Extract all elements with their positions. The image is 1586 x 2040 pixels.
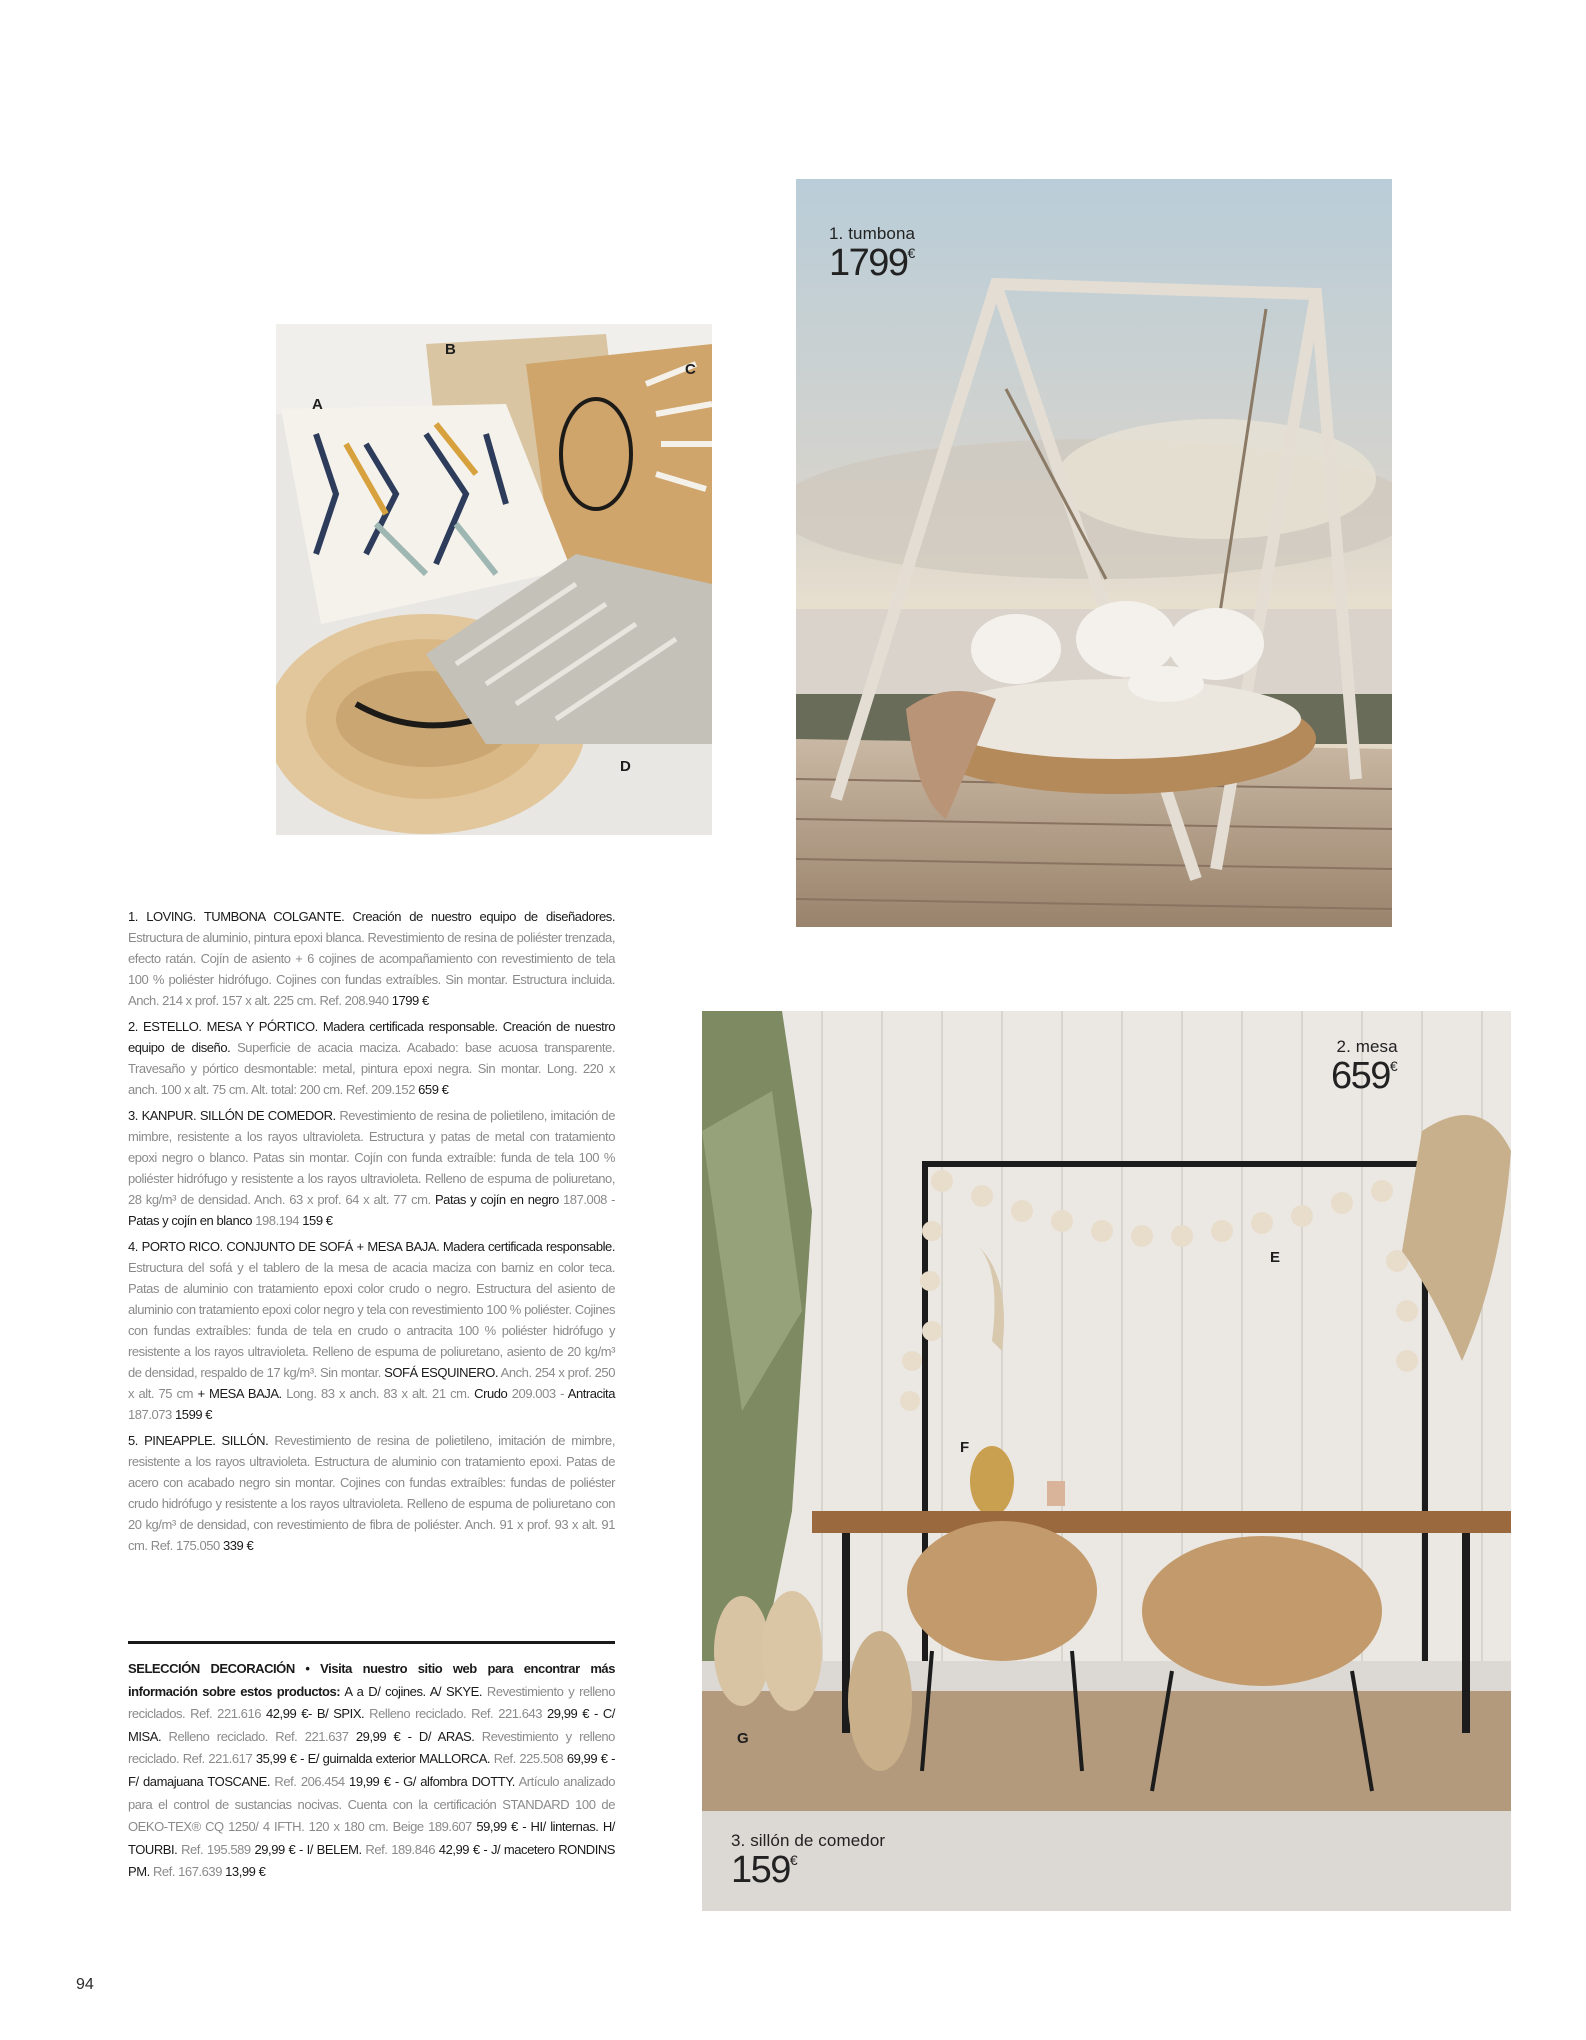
product-1-price: 1799 € [391,993,429,1008]
product-4-crudo-label: Crudo [474,1386,508,1401]
product-2 [128,1016,615,1100]
deco-i-desc: Ref. 189.846 [365,1841,436,1857]
tumbona-price: 1799 [829,242,908,284]
section-divider [128,1641,615,1644]
product-3 [128,1105,615,1231]
deco-i-price: 42,99 € - J/ macetero RONDINS PM. [128,1841,616,1880]
product-4-price: 1599 € [175,1407,213,1422]
product-1-title: 1. LOVING. TUMBONA COLGANTE. Creación de nuestro equipo de diseñadores. [128,909,615,924]
product-4-sofa-desc: Anch. 254 x prof. 250 x alt. 75 cm [128,1365,615,1401]
letter-g: G [737,1730,749,1747]
deco-b-desc: Relleno reciclado. Ref. 221.643 [369,1706,543,1722]
deco-d-desc: Revestimiento y relleno reciclado. Ref. 221.617 [128,1728,615,1767]
product-2-price: 659 € [418,1082,449,1097]
deco-d-price: 35,99 € - E/ guirnalda exterior MALLORCA. [255,1751,491,1767]
product-3-variant-2: Patas y cojín en blanco [128,1213,253,1228]
cushions-photo [276,324,712,835]
product-5-title: 5. PINEAPPLE. SILLÓN. [128,1433,269,1448]
mesa-price-tag [1331,1038,1398,1095]
deco-g-desc: Artículo analizado para el control de sustancias nocivas. Cuenta con la certificación STANDARD 100 de OEKO-TEX® CQ 1250/ 4 IFTH. 120 x 180 cm. Beige 189.607 [128,1773,616,1835]
letter-e: E [1270,1249,1281,1266]
deco-a-desc: Revestimiento y relleno reciclados. Ref. 221.616 [128,1683,615,1722]
product-5-price: 339 € [222,1538,254,1553]
product-4-title: 4. PORTO RICO. CONJUNTO DE SOFÁ + MESA BAJA. Madera certificada responsable. [128,1239,615,1254]
deco-g-price: 59,99 € - HI/ linternas. H/ TOURBI. [128,1819,615,1857]
product-4 [128,1236,615,1425]
sillon-label: 3. sillón de comedor [731,1831,886,1850]
deco-c-price: 29,99 € - D/ ARAS. [355,1728,475,1744]
deco-j-desc: Ref. 167.639 [152,1864,222,1880]
deco-h-price: 29,99 € - I/ BELEM. [254,1841,362,1857]
deco-c-desc: Relleno reciclado. Ref. 221.637 [168,1728,349,1744]
deco-j-price: 13,99 € [225,1864,266,1880]
product-3-variant-1: Patas y cojín en negro [434,1192,559,1207]
deco-heading: SELECCIÓN DECORACIÓN • Visita nuestro sitio web para encontrar más información sobre estos productos: [128,1661,615,1699]
letter-f: F [960,1439,970,1456]
tumbona-price-tag [829,225,915,282]
product-5 [128,1430,615,1556]
product-4-crudo-ref: 209.003 - [511,1386,564,1401]
decoration-selection [128,1658,615,1884]
product-4-sofa-label: SOFÁ ESQUINERO. [384,1365,499,1380]
product-3-price: 159 € [302,1213,333,1228]
product-4-desc: Estructura del sofá y el tablero de la mesa de acacia maciza con barniz en color teca. Patas de aluminio con tratamiento epoxi color crudo o negro. Estructura del asiento de aluminio con tratamiento epoxi color negro y tela con revestimiento 100 % poliéster. Cojines con fundas extraíbles: funda de tela en crudo o antracita 100 % poliéster hidrófugo y resistente a los rayos ultravioleta. Relleno de espuma de poliuretano, asiento de 20 kg/m³ de densidad, respaldo de 17 kg/m³. Sin montar. [128,1260,615,1380]
product-4-mesa-desc: Long. 83 x anch. 83 x alt. 21 cm. [286,1386,470,1401]
product-4-antracita-ref: 187.073 [128,1407,172,1422]
mesa-price: 659 [1331,1055,1390,1097]
mesa-label: 2. mesa [1336,1037,1398,1056]
product-descriptions [128,906,615,1561]
deco-intro: A a D/ cojines. A/ SKYE. [344,1683,483,1699]
product-5-desc: Revestimiento de resina de polietileno, imitación de mimbre, resistente a los rayos ultravioleta. Estructura de aluminio con tratamiento epoxi. Patas de acero con acabado negro sin montar. Cojines con fundas extraíbles: fundas de poliéster crudo hidrófugo y resistente a los rayos ultravioleta. Relleno de espuma de poliuretano con 20 kg/m³ de densidad, con revestimiento de fibra de poliéster. Anch. 91 x prof. 93 x alt. 91 cm. Ref. 175.050 [128,1433,615,1553]
mesa-currency: € [1389,1058,1398,1074]
product-3-title: 3. KANPUR. SILLÓN DE COMEDOR. [128,1108,336,1123]
page-number: 94 [76,1976,94,1993]
product-3-ref-1: 187.008 - [563,1192,616,1207]
letter-b: B [445,341,456,358]
letter-d: D [620,758,631,775]
product-4-mesa-label: + MESA BAJA. [197,1386,282,1401]
sillon-price: 159 [731,1849,790,1891]
sillon-price-tag [731,1832,885,1889]
lounger-photo [796,179,1392,927]
deco-h-desc: Ref. 195.589 [181,1841,251,1857]
deco-a-price: 42,99 €- B/ SPIX. [265,1706,365,1722]
letter-a: A [312,396,323,413]
deco-e-desc: Ref. 225.508 [493,1751,564,1767]
deco-b-price: 29,99 € - C/ MISA. [128,1706,615,1744]
product-2-title: 2. ESTELLO. MESA Y PÓRTICO. Madera certificada responsable. Creación de nuestro equipo de diseño. [128,1019,615,1055]
product-2-desc: Superficie de acacia maciza. Acabado: base acuosa transparente. Travesaño y pórtico desmontable: metal, pintura epoxi negra. Sin montar. Long. 220 x anch. 100 x alt. 75 cm. Alt. total: 200 cm. Ref. 209.152 [128,1040,615,1097]
dining-photo [702,1011,1511,1911]
product-1 [128,906,615,1011]
sillon-currency: € [789,1852,798,1868]
product-4-antracita-label: Antracita [567,1386,615,1401]
product-1-desc: Estructura de aluminio, pintura epoxi blanca. Revestimiento de resina de poliéster trenzada, efecto ratán. Cojín de asiento + 6 cojines de acompañamiento con revestimiento de tela 100 % poliéster hidrófugo. Cojines con fundas extraíbles. Sin montar. Estructura incluida. Anch. 214 x prof. 157 x alt. 225 cm. Ref. 208.940 [128,930,615,1008]
tumbona-label: 1. tumbona [829,224,916,243]
deco-f-desc: Ref. 206.454 [274,1773,345,1789]
product-3-ref-2: 198.194 [255,1213,300,1228]
letter-c: C [685,361,696,378]
tumbona-currency: € [907,245,916,261]
deco-f-price: 19,99 € - G/ alfombra DOTTY. [349,1773,515,1789]
product-3-desc: Revestimiento de resina de polietileno, imitación de mimbre, resistente a los rayos ultravioleta. Estructura y patas de metal con tratamiento epoxi negro o blanco. Patas sin montar. Cojín con funda extraíble: funda de tela 100 % poliéster hidrófugo y resistente a los rayos ultravioleta. Relleno de espuma de poliuretano, 28 kg/m³ de densidad. Anch. 63 x prof. 64 x alt. 77 cm. [128,1108,615,1207]
deco-e-price: 69,99 € - F/ damajuana TOSCANE. [128,1751,615,1789]
